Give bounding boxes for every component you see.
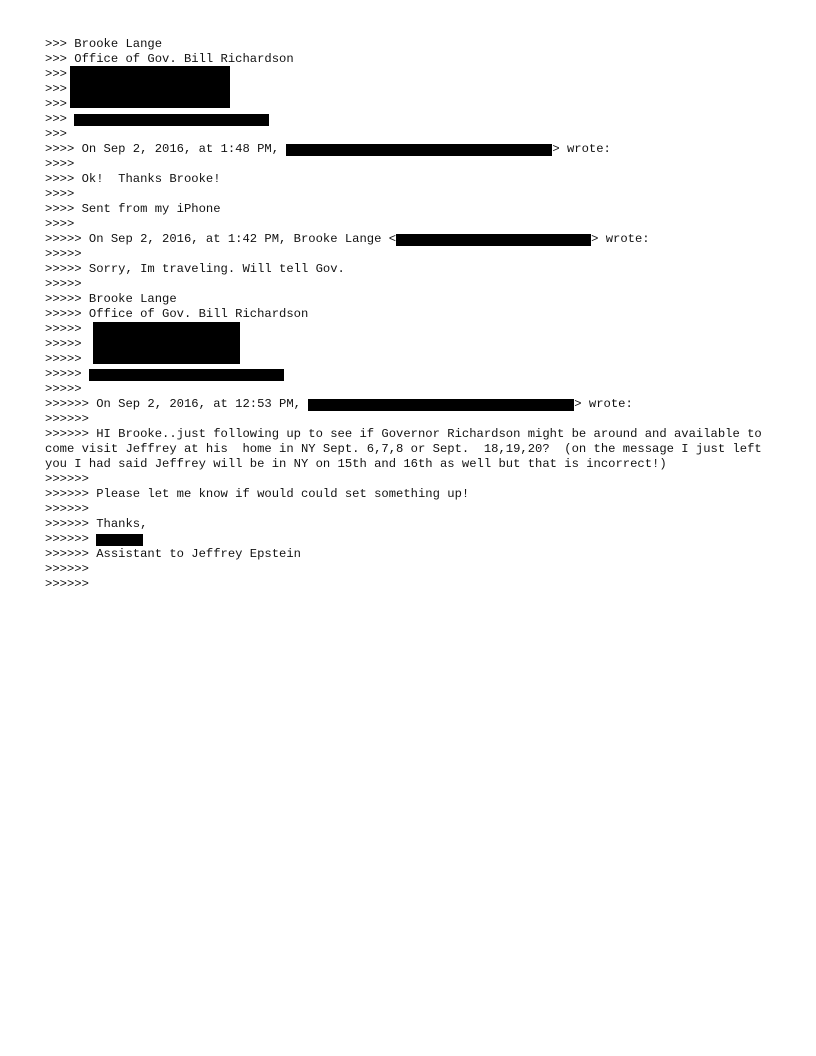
quote-line: >>>> — [45, 157, 75, 171]
header-line-12-53pm — [45, 397, 785, 412]
quote-line: >>>>>> — [45, 562, 89, 576]
header-line-1-48pm — [45, 142, 785, 157]
redaction-box — [308, 399, 574, 411]
header-text: >>>>> On Sep 2, 2016, at 1:42 PM, Brooke Lange < — [45, 232, 397, 246]
message-line: >>>> Sent from my iPhone — [45, 202, 221, 216]
quote-prefix: >>> — [45, 112, 75, 126]
email-thread — [45, 37, 785, 592]
quote-line: >>>>> — [45, 247, 82, 261]
header-wrote: > wrote: — [591, 232, 650, 246]
redaction-block — [70, 66, 230, 108]
quote-line: >>>>>> — [45, 412, 89, 426]
quote-line: >>>> — [45, 217, 75, 231]
redaction-block — [93, 322, 240, 364]
quote-line: >>>>> — [45, 337, 89, 351]
quote-line-redacted — [45, 112, 785, 127]
redaction-box — [286, 144, 552, 156]
signature-name-line: >>> Brooke Lange — [45, 37, 163, 51]
quote-line: >>>>> — [45, 382, 82, 396]
quote-line: >>>>>> — [45, 577, 89, 591]
quote-line: >>>>>> — [45, 502, 89, 516]
quote-line-redacted — [45, 532, 785, 547]
signature-name-line: >>>>> Brooke Lange — [45, 292, 177, 306]
redaction-box — [396, 234, 591, 246]
quote-line: >>>>> — [45, 322, 89, 336]
quote-line: >>>> — [45, 187, 75, 201]
message-line: >>>> Ok! Thanks Brooke! — [45, 172, 221, 186]
header-wrote: > wrote: — [552, 142, 611, 156]
signature-office-line: >>>>> Office of Gov. Bill Richardson — [45, 307, 309, 321]
message-line: >>>>> Sorry, Im traveling. Will tell Gov. — [45, 262, 345, 276]
signature-office-line: >>> Office of Gov. Bill Richardson — [45, 52, 294, 66]
quote-line: >>> — [45, 67, 67, 81]
message-line: >>>>>> Please let me know if would could set something up! — [45, 487, 470, 501]
quote-prefix: >>>>>> — [45, 532, 97, 546]
signature-title-line: >>>>>> Assistant to Jeffrey Epstein — [45, 547, 301, 561]
header-text: >>>> On Sep 2, 2016, at 1:48 PM, — [45, 142, 287, 156]
quote-line: >>> — [45, 82, 67, 96]
quote-prefix: >>>>> — [45, 367, 89, 381]
message-line: >>>>>> Thanks, — [45, 517, 148, 531]
quote-line: >>>>> — [45, 352, 89, 366]
quote-line: >>> — [45, 127, 67, 141]
redaction-box — [89, 369, 284, 381]
quote-line: >>> — [45, 97, 67, 111]
quote-line-redacted — [45, 367, 785, 382]
header-text: >>>>>> On Sep 2, 2016, at 12:53 PM, — [45, 397, 309, 411]
quote-line: >>>>>> — [45, 472, 89, 486]
header-line-1-42pm — [45, 232, 785, 247]
message-paragraph: >>>>>> HI Brooke..just following up to see if Governor Richardson might be around and available to come visit Jeffrey at his home in NY Sept. 6,7,8 or Sept. 18,19,20? (on the message I just left you I had said Jeffrey will be in NY on 15th and 16th as well but that is incorrect!) — [45, 427, 770, 471]
header-wrote: > wrote: — [574, 397, 633, 411]
quote-line: >>>>> — [45, 277, 82, 291]
redaction-box — [96, 534, 143, 546]
redaction-box — [74, 114, 269, 126]
